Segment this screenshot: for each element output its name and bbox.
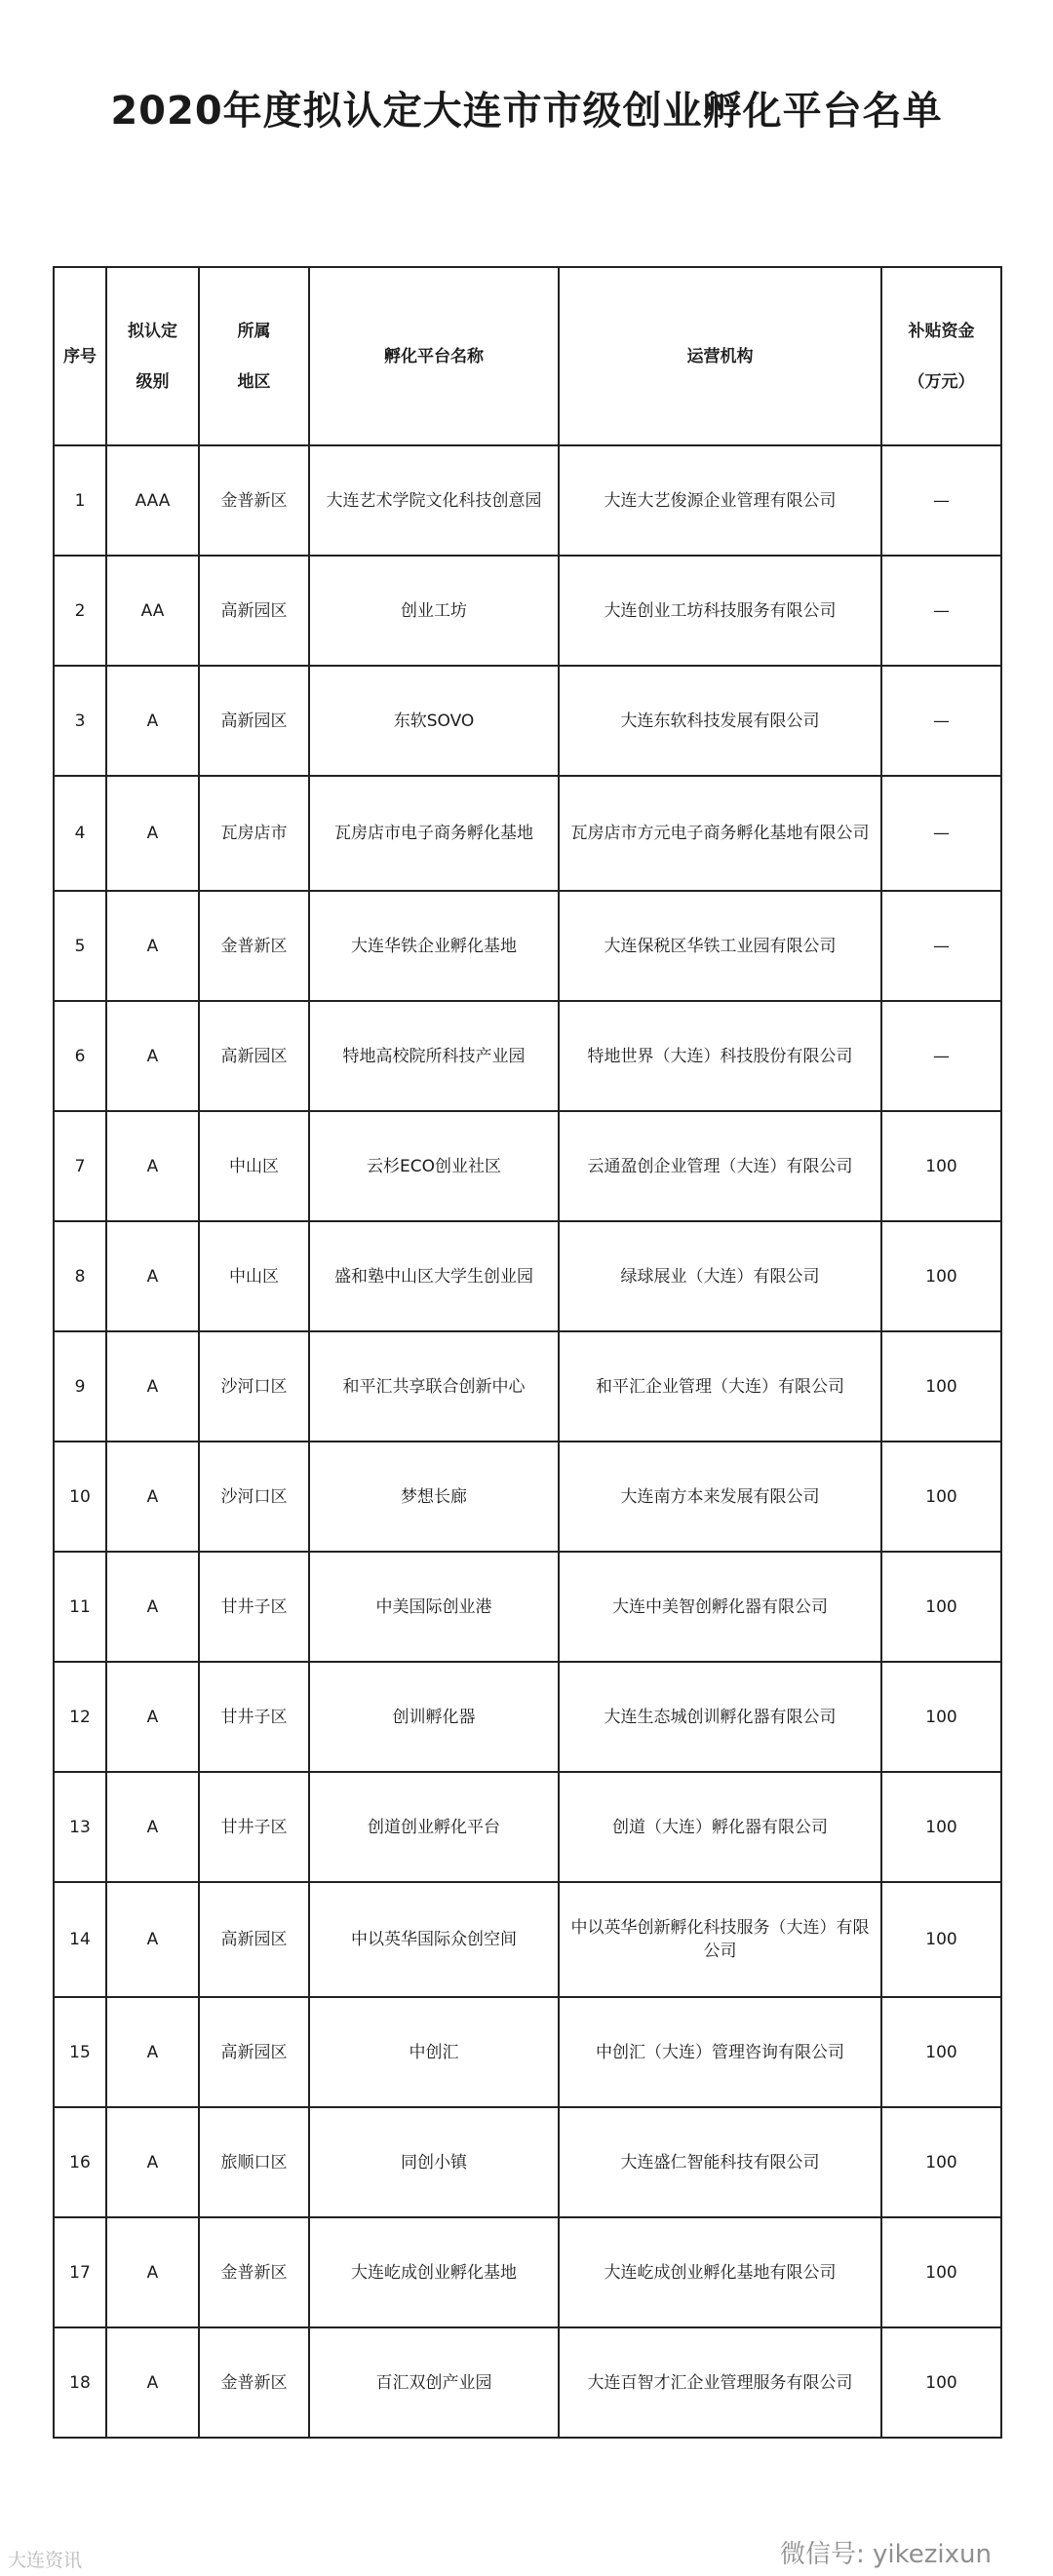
- table-row: [54, 2327, 1001, 2438]
- cell-no: 10: [54, 1442, 106, 1552]
- cell-district: 中山区: [199, 1111, 309, 1221]
- cell-operator: 大连东软科技发展有限公司: [559, 666, 881, 776]
- cell-operator: 和平汇企业管理（大连）有限公司: [559, 1331, 881, 1442]
- cell-operator: 大连保税区华铁工业园有限公司: [559, 891, 881, 1001]
- cell-level: A: [106, 776, 199, 891]
- cell-no: 1: [54, 445, 106, 556]
- cell-no: 17: [54, 2217, 106, 2327]
- table-row: [54, 1331, 1001, 1442]
- cell-district: 旅顺口区: [199, 2107, 309, 2217]
- table-row: [54, 891, 1001, 1001]
- header-subsidy: 补贴资金 （万元）: [881, 267, 1001, 445]
- table-row: [54, 776, 1001, 891]
- cell-no: 3: [54, 666, 106, 776]
- cell-operator: 大连中美智创孵化器有限公司: [559, 1552, 881, 1662]
- cell-no: 4: [54, 776, 106, 891]
- page-title: 2020年度拟认定大连市市级创业孵化平台名单: [110, 89, 943, 134]
- cell-level: A: [106, 1772, 199, 1882]
- cell-district: 沙河口区: [199, 1442, 309, 1552]
- cell-platform-name: 同创小镇: [309, 2107, 559, 2217]
- incubator-table: [53, 266, 1002, 2439]
- cell-subsidy: 100: [881, 2107, 1001, 2217]
- table-row: [54, 1001, 1001, 1111]
- cell-subsidy: —: [881, 891, 1001, 1001]
- table-row: [54, 1662, 1001, 1772]
- cell-level: A: [106, 1001, 199, 1111]
- table-row: [54, 445, 1001, 556]
- cell-operator: 大连创业工坊科技服务有限公司: [559, 556, 881, 666]
- cell-platform-name: 和平汇共享联合创新中心: [309, 1331, 559, 1442]
- cell-district: 甘井子区: [199, 1552, 309, 1662]
- header-platform-name: 孵化平台名称: [309, 267, 559, 445]
- cell-subsidy: —: [881, 556, 1001, 666]
- cell-no: 15: [54, 1997, 106, 2107]
- cell-subsidy: 100: [881, 1442, 1001, 1552]
- cell-no: 9: [54, 1331, 106, 1442]
- cell-platform-name: 创业工坊: [309, 556, 559, 666]
- cell-platform-name: 中以英华国际众创空间: [309, 1882, 559, 1997]
- cell-platform-name: 大连艺术学院文化科技创意园: [309, 445, 559, 556]
- cell-level: AA: [106, 556, 199, 666]
- cell-no: 6: [54, 1001, 106, 1111]
- cell-district: 金普新区: [199, 2217, 309, 2327]
- cell-operator: 大连大艺俊源企业管理有限公司: [559, 445, 881, 556]
- cell-level: A: [106, 1331, 199, 1442]
- table-row: [54, 666, 1001, 776]
- cell-subsidy: 100: [881, 1662, 1001, 1772]
- cell-district: 瓦房店市: [199, 776, 309, 891]
- cell-platform-name: 盛和塾中山区大学生创业园: [309, 1221, 559, 1331]
- cell-level: A: [106, 1997, 199, 2107]
- cell-subsidy: —: [881, 666, 1001, 776]
- cell-subsidy: 100: [881, 2327, 1001, 2438]
- cell-level: A: [106, 2327, 199, 2438]
- cell-level: A: [106, 1442, 199, 1552]
- table-row: [54, 1552, 1001, 1662]
- header-operator: 运营机构: [559, 267, 881, 445]
- cell-no: 5: [54, 891, 106, 1001]
- cell-no: 18: [54, 2327, 106, 2438]
- cell-no: 16: [54, 2107, 106, 2217]
- cell-operator: 中以英华创新孵化科技服务（大连）有限公司: [559, 1882, 881, 1997]
- cell-district: 高新园区: [199, 666, 309, 776]
- watermark-left: 大连资讯: [8, 2550, 83, 2571]
- table-row: [54, 1772, 1001, 1882]
- cell-platform-name: 大连屹成创业孵化基地: [309, 2217, 559, 2327]
- cell-subsidy: 100: [881, 1221, 1001, 1331]
- cell-subsidy: 100: [881, 1882, 1001, 1997]
- cell-level: A: [106, 1552, 199, 1662]
- cell-level: A: [106, 1221, 199, 1331]
- cell-subsidy: —: [881, 776, 1001, 891]
- cell-no: 2: [54, 556, 106, 666]
- cell-district: 高新园区: [199, 556, 309, 666]
- cell-level: A: [106, 1662, 199, 1772]
- cell-district: 金普新区: [199, 891, 309, 1001]
- cell-platform-name: 中美国际创业港: [309, 1552, 559, 1662]
- cell-subsidy: 100: [881, 1997, 1001, 2107]
- table-row: [54, 2107, 1001, 2217]
- cell-no: 14: [54, 1882, 106, 1997]
- table-row: [54, 1882, 1001, 1997]
- cell-platform-name: 创训孵化器: [309, 1662, 559, 1772]
- cell-operator: 绿球展业（大连）有限公司: [559, 1221, 881, 1331]
- cell-level: A: [106, 891, 199, 1001]
- cell-platform-name: 瓦房店市电子商务孵化基地: [309, 776, 559, 891]
- cell-district: 高新园区: [199, 1997, 309, 2107]
- cell-platform-name: 大连华铁企业孵化基地: [309, 891, 559, 1001]
- cell-level: A: [106, 1882, 199, 1997]
- cell-district: 金普新区: [199, 445, 309, 556]
- cell-operator: 特地世界（大连）科技股份有限公司: [559, 1001, 881, 1111]
- table-header-row: [54, 267, 1001, 445]
- cell-district: 甘井子区: [199, 1772, 309, 1882]
- cell-district: 沙河口区: [199, 1331, 309, 1442]
- cell-operator: 大连生态城创训孵化器有限公司: [559, 1662, 881, 1772]
- cell-level: A: [106, 2107, 199, 2217]
- cell-district: 高新园区: [199, 1882, 309, 1997]
- cell-level: A: [106, 1111, 199, 1221]
- cell-subsidy: 100: [881, 2217, 1001, 2327]
- watermark-wechat-id: 微信号: yikezixun: [780, 2540, 992, 2569]
- cell-subsidy: —: [881, 1001, 1001, 1111]
- cell-level: A: [106, 2217, 199, 2327]
- cell-no: 13: [54, 1772, 106, 1882]
- table-row: [54, 1442, 1001, 1552]
- cell-district: 金普新区: [199, 2327, 309, 2438]
- cell-level: AAA: [106, 445, 199, 556]
- cell-subsidy: 100: [881, 1772, 1001, 1882]
- cell-operator: 云通盈创企业管理（大连）有限公司: [559, 1111, 881, 1221]
- table-row: [54, 1221, 1001, 1331]
- cell-subsidy: 100: [881, 1111, 1001, 1221]
- cell-platform-name: 中创汇: [309, 1997, 559, 2107]
- cell-platform-name: 云杉ECO创业社区: [309, 1111, 559, 1221]
- cell-district: 高新园区: [199, 1001, 309, 1111]
- cell-operator: 创道（大连）孵化器有限公司: [559, 1772, 881, 1882]
- cell-platform-name: 东软SOVO: [309, 666, 559, 776]
- cell-operator: 大连屹成创业孵化基地有限公司: [559, 2217, 881, 2327]
- table-row: [54, 2217, 1001, 2327]
- header-no: 序号: [54, 267, 106, 445]
- cell-platform-name: 创道创业孵化平台: [309, 1772, 559, 1882]
- table-row: [54, 556, 1001, 666]
- table-row: [54, 1997, 1001, 2107]
- cell-platform-name: 梦想长廊: [309, 1442, 559, 1552]
- cell-platform-name: 百汇双创产业园: [309, 2327, 559, 2438]
- cell-operator: 大连盛仁智能科技有限公司: [559, 2107, 881, 2217]
- header-district: 所属 地区: [199, 267, 309, 445]
- header-level: 拟认定 级别: [106, 267, 199, 445]
- cell-no: 8: [54, 1221, 106, 1331]
- cell-operator: 中创汇（大连）管理咨询有限公司: [559, 1997, 881, 2107]
- cell-operator: 大连南方本来发展有限公司: [559, 1442, 881, 1552]
- table-row: [54, 1111, 1001, 1221]
- cell-subsidy: —: [881, 445, 1001, 556]
- cell-level: A: [106, 666, 199, 776]
- cell-operator: 瓦房店市方元电子商务孵化基地有限公司: [559, 776, 881, 891]
- cell-district: 甘井子区: [199, 1662, 309, 1772]
- cell-no: 7: [54, 1111, 106, 1221]
- cell-subsidy: 100: [881, 1552, 1001, 1662]
- cell-district: 中山区: [199, 1221, 309, 1331]
- cell-operator: 大连百智才汇企业管理服务有限公司: [559, 2327, 881, 2438]
- cell-no: 12: [54, 1662, 106, 1772]
- cell-subsidy: 100: [881, 1331, 1001, 1442]
- cell-platform-name: 特地高校院所科技产业园: [309, 1001, 559, 1111]
- cell-no: 11: [54, 1552, 106, 1662]
